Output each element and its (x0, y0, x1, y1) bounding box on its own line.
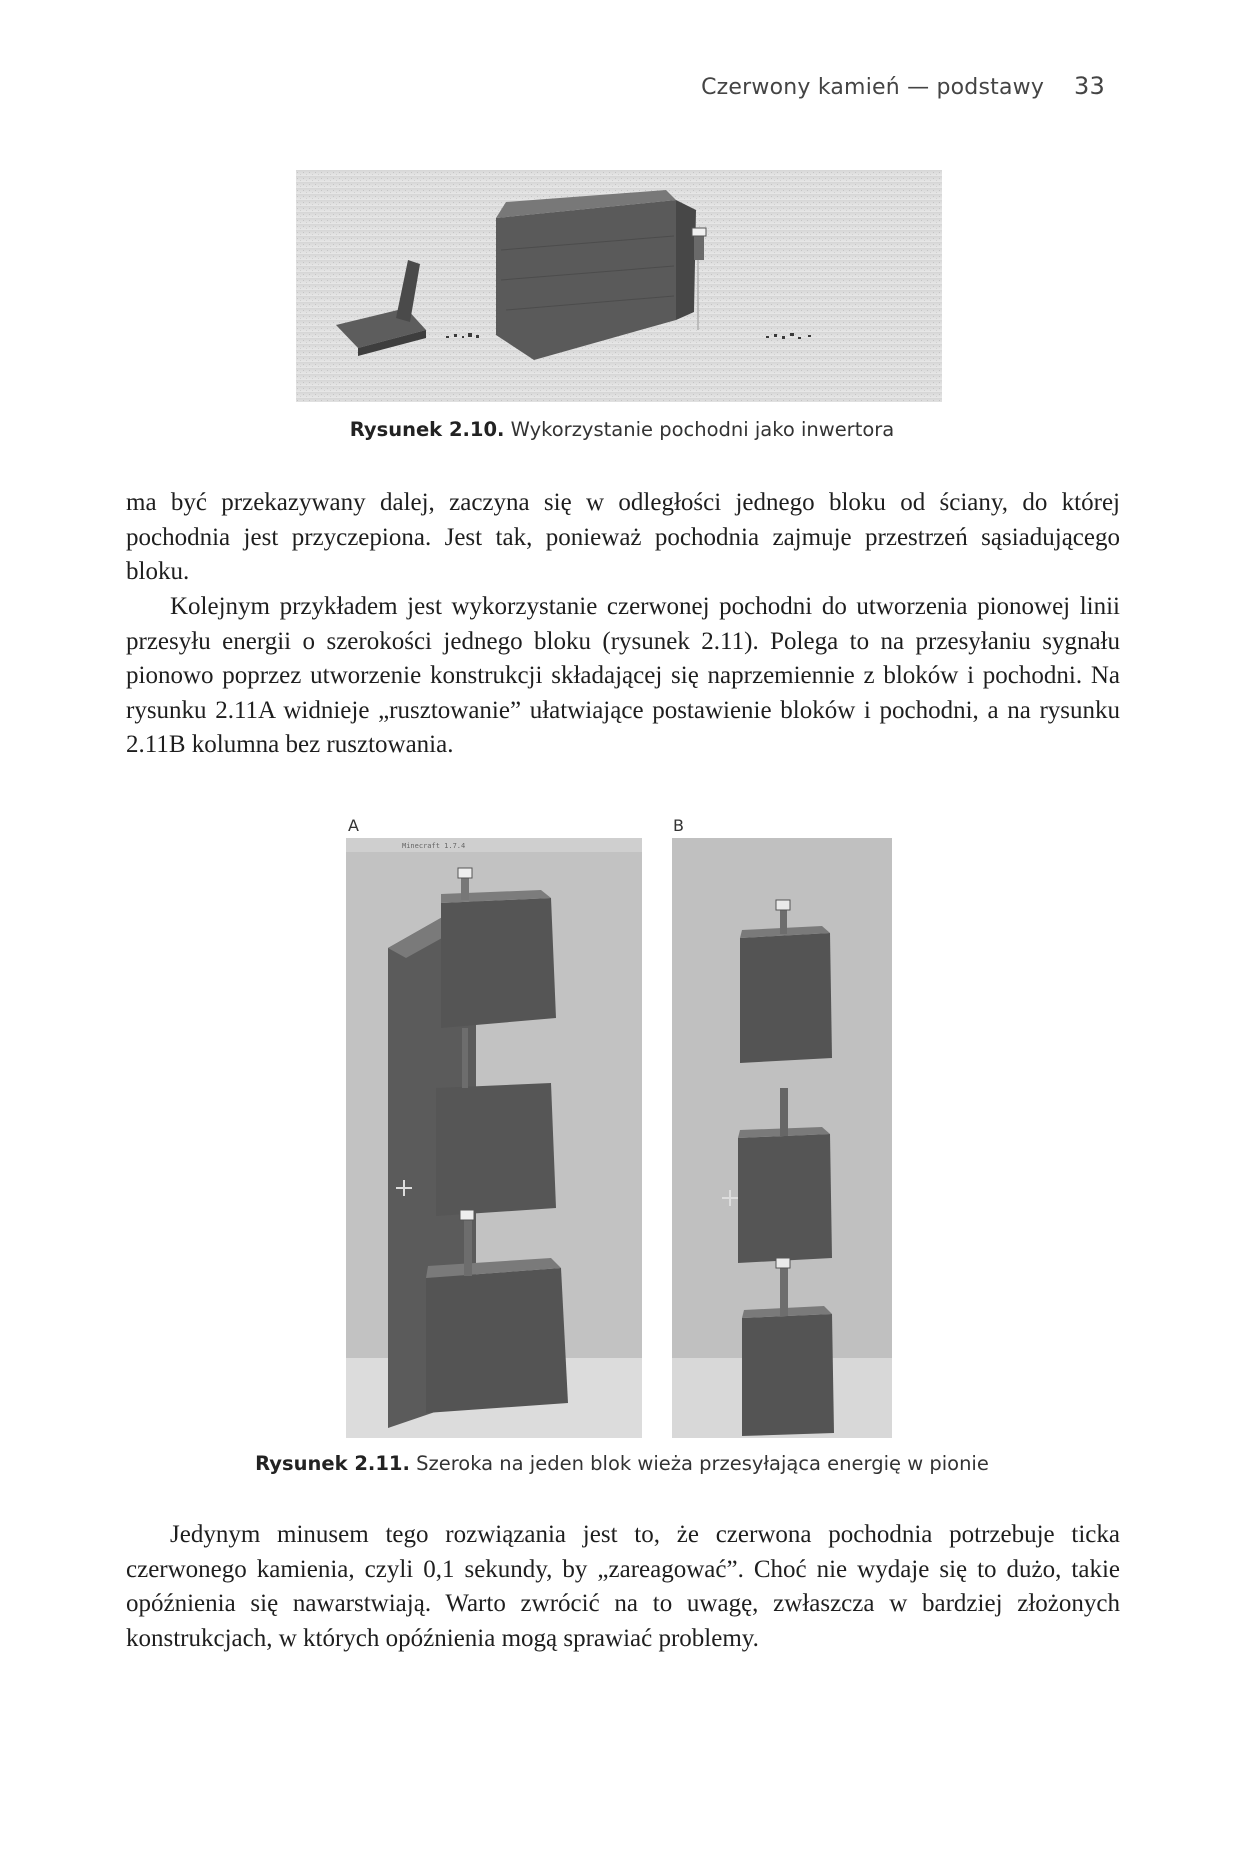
running-title: Czerwony kamień — podstawy (701, 75, 1045, 100)
page-number: 33 (1074, 72, 1105, 100)
figure-2-10-caption (0, 418, 1244, 441)
running-header (701, 72, 1105, 100)
ingame-title: Minecraft 1.7.4 (402, 842, 466, 850)
figure-2-11-label: Rysunek 2.11. (255, 1452, 410, 1475)
figure-2-11-caption (0, 1452, 1244, 1475)
paragraph-3: Jedynym minusem tego rozwiązania jest to, że czerwona pochodnia potrzebuje ticka czerwonego kamienia, czyli 0,1 sekundy, by „zareagować”. Choć nie wydaje się to dużo, takie opóźnienia się nawarstwiają. Warto zwrócić na to uwagę, zwłaszcza w bardziej złożonych konstrukcjach, w których opóźnienia mogą sprawiać problemy. (126, 1521, 1120, 1652)
figure-2-10-image (296, 170, 942, 402)
figure-2-11-panel-a (346, 838, 642, 1438)
figure-2-10-label: Rysunek 2.10. (349, 418, 505, 441)
figure-2-11-title: Szeroka na jeden blok wieża przesyłająca energię w pionie (416, 1452, 989, 1475)
figure-2-10-title: Wykorzystanie pochodni jako inwertora (510, 418, 895, 441)
figure-2-11-panel-b (672, 838, 892, 1438)
paragraph-2: Kolejnym przykładem jest wykorzystanie czerwonej pochodni do utworzenia pionowej linii przesyłu energii o szerokości jednego bloku (rysunek 2.11). Polega to na przesyłaniu sygnału pionowo poprzez utworzenie konstrukcji składającej się naprzemiennie z bloków i pochodni. Na rysunku 2.11A widnieje „rusztowanie” ułatwiające postawienie bloków i pochodni, a na rysunku 2.11B kolumna bez rusztowania. (126, 593, 1120, 758)
panel-a-label: A (348, 816, 359, 835)
panel-b-label: B (673, 816, 684, 835)
paragraph-1: ma być przekazywany dalej, zaczyna się w odległości jednego bloku od ściany, do której pochodnia jest przyczepiona. Jest tak, ponieważ pochodnia zajmuje przestrzeń sąsiadującego bloku. (126, 489, 1120, 585)
